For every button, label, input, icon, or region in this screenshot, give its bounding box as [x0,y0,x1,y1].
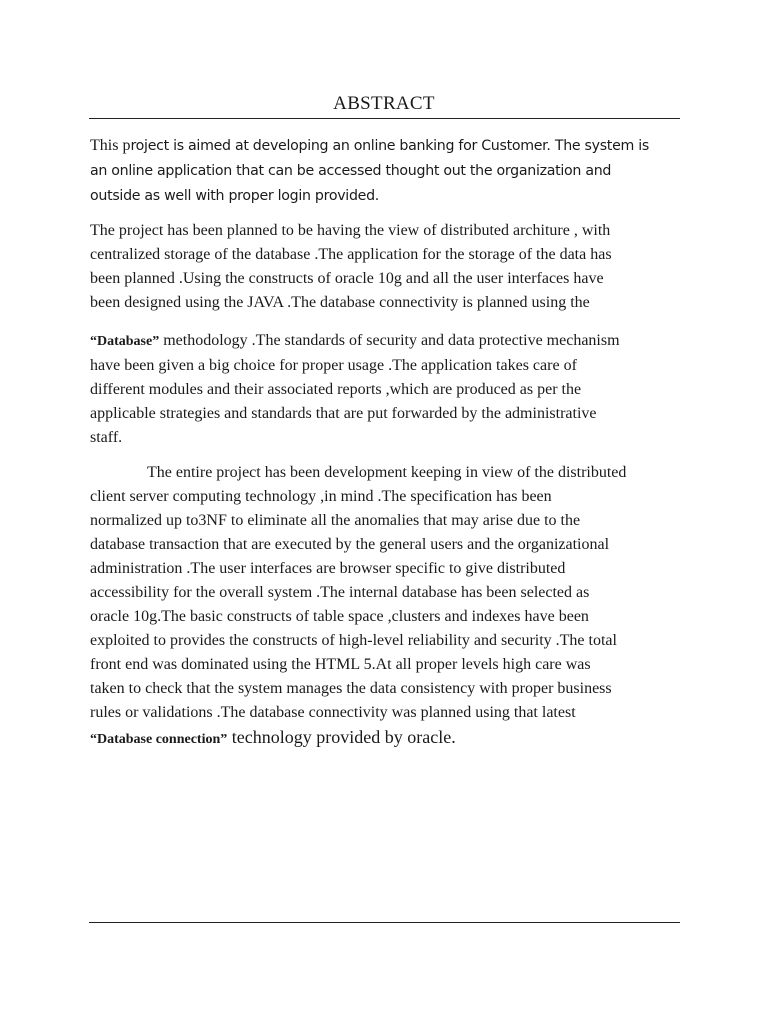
footer-rule [89,922,680,923]
paragraph-development-line: database transaction that are executed by the general users and the organizational [90,536,610,553]
paragraph-development-line [90,725,690,752]
paragraph-intro-line [90,133,690,159]
paragraph-development-line: normalized up to3NF to eliminate all the anomalies that may arise due to the [90,512,581,529]
paragraph-development-line [90,461,690,485]
paragraph-methodology-line-rest: methodology .The standards of security and data protective mechanism [159,332,620,349]
paragraph-development [90,461,690,752]
paragraph-development-line: taken to check that the system manages the data consistency with proper business [90,680,612,697]
paragraph-development-line: exploited to provides the constructs of high-level reliability and security .The total [90,632,617,649]
paragraph-intro-lead: This p [90,137,131,154]
paragraph-architecture-line: been designed using the JAVA .The database connectivity is planned using the [90,294,590,311]
paragraph-architecture [90,219,690,315]
paragraph-methodology-line [90,329,690,354]
quoted-term-database: “Database” [90,334,160,349]
paragraph-methodology-line: applicable strategies and standards that are put forwarded by the administrative [90,405,597,422]
title-underline [89,118,680,119]
paragraph-methodology-line: staff. [90,429,123,446]
page-title: ABSTRACT [333,93,435,114]
paragraph-development-line: oracle 10g.The basic constructs of table space ,clusters and indexes have been [90,608,589,625]
paragraph-development-line-text: The entire project has been development keeping in view of the distributed [147,464,627,481]
quoted-term-database-connection: “Database connection” [90,732,228,747]
paragraph-methodology-line: have been given a big choice for proper usage .The application takes care of [90,357,577,374]
paragraph-intro-line-rest: roject is aimed at developing an online banking for Customer. The system is [130,138,649,154]
paragraph-development-line-rest: technology provided by oracle. [227,727,456,747]
paragraph-development-line: client server computing technology ,in mind .The specification has been [90,488,552,505]
paragraph-development-line: accessibility for the overall system .The internal database has been selected as [90,584,590,601]
paragraph-architecture-line: been planned .Using the constructs of oracle 10g and all the user interfaces have [90,270,604,287]
paragraph-intro-line: an online application that can be accessed thought out the organization and [90,163,612,179]
paragraph-intro [90,133,690,209]
paragraph-architecture-line: centralized storage of the database .The application for the storage of the data has [90,246,612,263]
paragraph-methodology [90,329,690,450]
paragraph-development-line: administration .The user interfaces are browser specific to give distributed [90,560,566,577]
paragraph-architecture-line: The project has been planned to be having the view of distributed architure , with [90,222,611,239]
paragraph-intro-line: outside as well with proper login provided. [90,188,379,204]
paragraph-development-line: rules or validations .The database connectivity was planned using that latest [90,704,576,721]
paragraph-methodology-line: different modules and their associated reports ,which are produced as per the [90,381,582,398]
paragraph-development-line: front end was dominated using the HTML 5.At all proper levels high care was [90,656,591,673]
